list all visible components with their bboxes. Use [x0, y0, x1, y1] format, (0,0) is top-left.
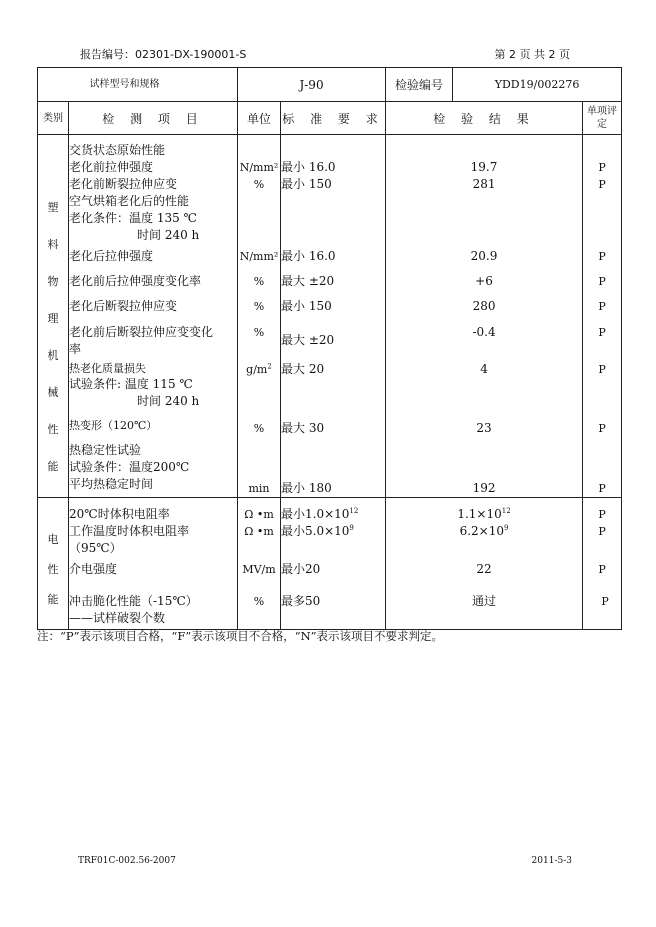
electrical-category [38, 498, 69, 630]
category-char: 物 [47, 275, 59, 288]
document-code: TRF01C-002.56-2007 [78, 856, 176, 866]
item-label: （95℃） [69, 541, 122, 555]
item-label: 老化前拉伸强度 [69, 160, 154, 174]
result-value: 19.7 [470, 160, 498, 174]
electrical-ratings [583, 498, 622, 630]
unit-value: $g/m^2$ [246, 362, 272, 376]
category-char: 能 [47, 460, 59, 473]
unit-value: % [253, 326, 265, 339]
document-date: 2011-5-3 [531, 856, 572, 866]
unit-value: Ω •m [244, 525, 274, 538]
rating-value: P [598, 482, 606, 495]
unit-value: N/mm² [239, 161, 279, 174]
electrical-units [238, 498, 281, 630]
item-label: 热稳定性试验 [69, 443, 142, 457]
item-label: 空气烘箱老化后的性能 [69, 194, 190, 208]
rating-value: P [598, 326, 606, 339]
unit-value: % [253, 275, 265, 288]
category-char: 机 [47, 349, 59, 362]
rating-value: P [598, 508, 606, 521]
result-value: 280 [472, 299, 496, 313]
standard-value: 最小20 [281, 562, 321, 576]
item-label: 率 [69, 342, 82, 356]
standard-value: 最小 180 [281, 481, 332, 495]
standard-value: 最小$1.0\times 10^{12}$ [281, 507, 359, 521]
item-label: 20℃时体积电阻率 [69, 507, 170, 521]
unit-value: % [253, 300, 265, 313]
result-value: -0.4 [472, 325, 496, 339]
page-indicator: 第 2 页 共 2 页 [494, 48, 570, 61]
result-value: 通过 [472, 594, 497, 608]
sample-model-text: J-90 [299, 77, 324, 92]
unit-value: % [253, 595, 265, 608]
item-label: 介电强度 [69, 562, 118, 576]
rating-value: P [601, 595, 609, 608]
item-label: 试验条件：温度200℃ [69, 460, 190, 474]
sample-model-label: 试样型号和规格 [38, 68, 238, 102]
standard-header: 标 准 要 求 [281, 102, 386, 135]
standard-value: 最大 ±20 [281, 274, 335, 288]
category-char: 塑 [47, 201, 59, 214]
category-char: 性 [47, 562, 59, 576]
category-char: 能 [47, 592, 59, 606]
category-header: 类别 [38, 102, 69, 135]
result-value: +6 [475, 274, 493, 288]
item-label: 老化后拉伸强度 [69, 249, 154, 263]
rating-value: P [598, 563, 606, 576]
result-header: 检 验 结 果 [386, 102, 583, 135]
result-value: 4 [480, 362, 488, 376]
category-char: 理 [47, 312, 59, 325]
electrical-results [386, 498, 583, 630]
electrical-standards [281, 498, 386, 630]
item-label: 时间 240 h [137, 228, 200, 242]
item-label: 时间 240 h [137, 394, 200, 408]
result-value: $1.1\times 10^{12}$ [457, 507, 511, 521]
item-label: 老化前后拉伸强度变化率 [69, 274, 202, 288]
category-char: 电 [47, 532, 59, 546]
standard-value: 最小 150 [281, 177, 332, 191]
sample-model-value [238, 68, 386, 102]
result-value: $6.2\times 10^9$ [459, 524, 509, 538]
unit-value: N/mm² [239, 250, 279, 263]
column-header-row [38, 102, 622, 135]
result-value: 23 [476, 421, 492, 435]
mechanical-items [69, 135, 238, 498]
report-number: 报告编号：02301-DX-190001-S [80, 48, 247, 61]
rating-value: P [598, 363, 606, 376]
unit-value: min [248, 482, 270, 495]
category-char: 械 [47, 386, 59, 399]
item-label: 老化后断裂拉伸应变 [69, 299, 178, 313]
standard-value: 最大 20 [281, 362, 325, 376]
item-label: 老化前断裂拉伸应变 [69, 177, 178, 191]
electrical-items [69, 498, 238, 630]
item-label: 冲击脆化性能（-15℃） [69, 594, 198, 608]
mechanical-category [38, 135, 69, 498]
category-char: 性 [47, 423, 59, 436]
standard-value: 最大 30 [281, 421, 325, 435]
inspection-no-value: YDD19/002276 [453, 68, 622, 102]
result-value: 20.9 [470, 249, 498, 263]
item-label: 平均热稳定时间 [69, 477, 154, 491]
rating-header: 单项评定 [583, 102, 622, 135]
item-label: 交货状态原始性能 [69, 143, 166, 157]
item-label: ——试样破裂个数 [69, 611, 166, 625]
result-value: 281 [472, 177, 496, 191]
item-label: 试验条件: 温度 115 ℃ [69, 377, 193, 391]
item-label: 热老化质量损失 [69, 362, 146, 375]
sample-info-row [38, 68, 622, 102]
standard-value: 最小 16.0 [281, 160, 336, 174]
rating-value: P [598, 422, 606, 435]
rating-value: P [598, 275, 606, 288]
result-value: 192 [472, 481, 496, 495]
standard-value: 最多50 [281, 594, 321, 608]
electrical-section [38, 498, 622, 630]
unit-value: % [253, 178, 265, 191]
mechanical-standards [281, 135, 386, 498]
unit-value: % [253, 422, 265, 435]
test-results-table [37, 67, 622, 630]
standard-value: 最小$5.0\times 10^9$ [281, 524, 354, 538]
rating-value: P [598, 161, 606, 174]
rating-value: P [598, 300, 606, 313]
category-char: 料 [47, 238, 59, 251]
item-label: 老化前后断裂拉伸应变变化 [69, 325, 214, 339]
unit-value: MV/m [242, 563, 276, 576]
item-header: 检 测 项 目 [69, 102, 238, 135]
footnote: 注：“P”表示该项目合格，“F”表示该项目不合格，“N”表示该项目不要求判定。 [37, 629, 444, 643]
item-label: 热变形（120℃） [69, 419, 158, 432]
standard-value: 最小 150 [281, 299, 332, 313]
rating-value: P [598, 525, 606, 538]
rating-value: P [598, 178, 606, 191]
mechanical-results [386, 135, 583, 498]
rating-value: P [598, 250, 606, 263]
standard-value: 最小 16.0 [281, 249, 336, 263]
standard-value: 最大 ±20 [281, 333, 335, 347]
item-label: 老化条件：温度 135 ℃ [69, 211, 197, 225]
unit-value: Ω •m [244, 508, 274, 521]
mechanical-ratings [583, 135, 622, 498]
unit-header: 单位 [238, 102, 281, 135]
mechanical-section [38, 135, 622, 498]
item-label: 工作温度时体积电阻率 [69, 524, 190, 538]
mechanical-units [238, 135, 281, 498]
inspection-no-label: 检验编号 [386, 68, 453, 102]
result-value: 22 [476, 562, 492, 576]
